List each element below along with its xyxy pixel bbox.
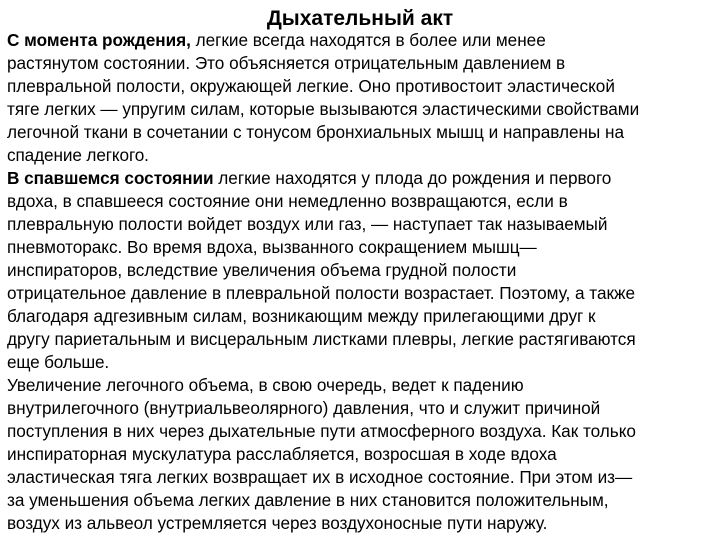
text-line: внутрилегочного (внутриальвеолярного) давления, что и служит причиной	[7, 398, 601, 418]
text-line: воздух из альвеол устремляется через воздухоносные пути наружу.	[7, 513, 548, 533]
text-line: плевральную полости войдет воздух или газ, — наступает так называемый	[7, 214, 608, 234]
text-line	[7, 29, 719, 52]
paragraph-2	[7, 167, 719, 374]
line-text: легкие находятся у плода до рождения и первого	[213, 168, 612, 188]
paragraph-3	[7, 374, 719, 535]
text-line: другу париетальным и висцеральным листками плевры, легкие растягиваются	[7, 329, 636, 349]
text-line: спадение легкого.	[7, 145, 149, 165]
text-line: за уменьшения объема легких давление в них становится положительным,	[7, 490, 609, 510]
text-line: легочной ткани в сочетании с тонусом бронхиальных мышц и направлены на	[7, 122, 624, 142]
text-line: вдоха, в спавшееся состояние они немедленно возвращаются, если в	[7, 191, 568, 211]
text-line: благодаря адгезивным силам, возникающим между прилегающими друг к	[7, 306, 596, 326]
text-line: Увеличение легочного объема, в свою очередь, ведет к падению	[7, 375, 524, 395]
paragraph-lead: В спавшемся состоянии	[7, 168, 214, 188]
text-line	[7, 167, 719, 190]
slide-title: Дыхательный акт	[266, 7, 454, 30]
paragraph-lead: С момента рождения,	[7, 30, 191, 50]
text-line: инспираторная мускулатура расслабляется, возросшая в ходе вдоха	[7, 444, 557, 464]
line-text: легкие всегда находятся в более или менее	[190, 30, 546, 50]
text-line: еще больше.	[7, 352, 109, 372]
text-line: тяге легких — упругим силам, которые вызываются эластическими свойствами	[7, 99, 640, 119]
text-line: растянутом состоянии. Это объясняется отрицательным давлением в	[7, 53, 566, 73]
text-line: инспираторов, вследствие увеличения объема грудной полости	[7, 260, 517, 280]
text-line: отрицательное давление в плевральной полости возрастает. Поэтому, а также	[7, 283, 635, 303]
text-line: поступления в них через дыхательные пути атмосферного воздуха. Как только	[7, 421, 636, 441]
text-line: пневмоторакс. Во время вдоха, вызванного сокращением мышц—	[7, 237, 537, 257]
slide-body	[7, 29, 719, 535]
text-line: эластическая тяга легких возвращает их в исходное состояние. При этом из—	[7, 467, 633, 487]
paragraph-1	[7, 29, 719, 167]
text-line: плевральной полости, окружающей легкие. Оно противостоит эластической	[7, 76, 615, 96]
